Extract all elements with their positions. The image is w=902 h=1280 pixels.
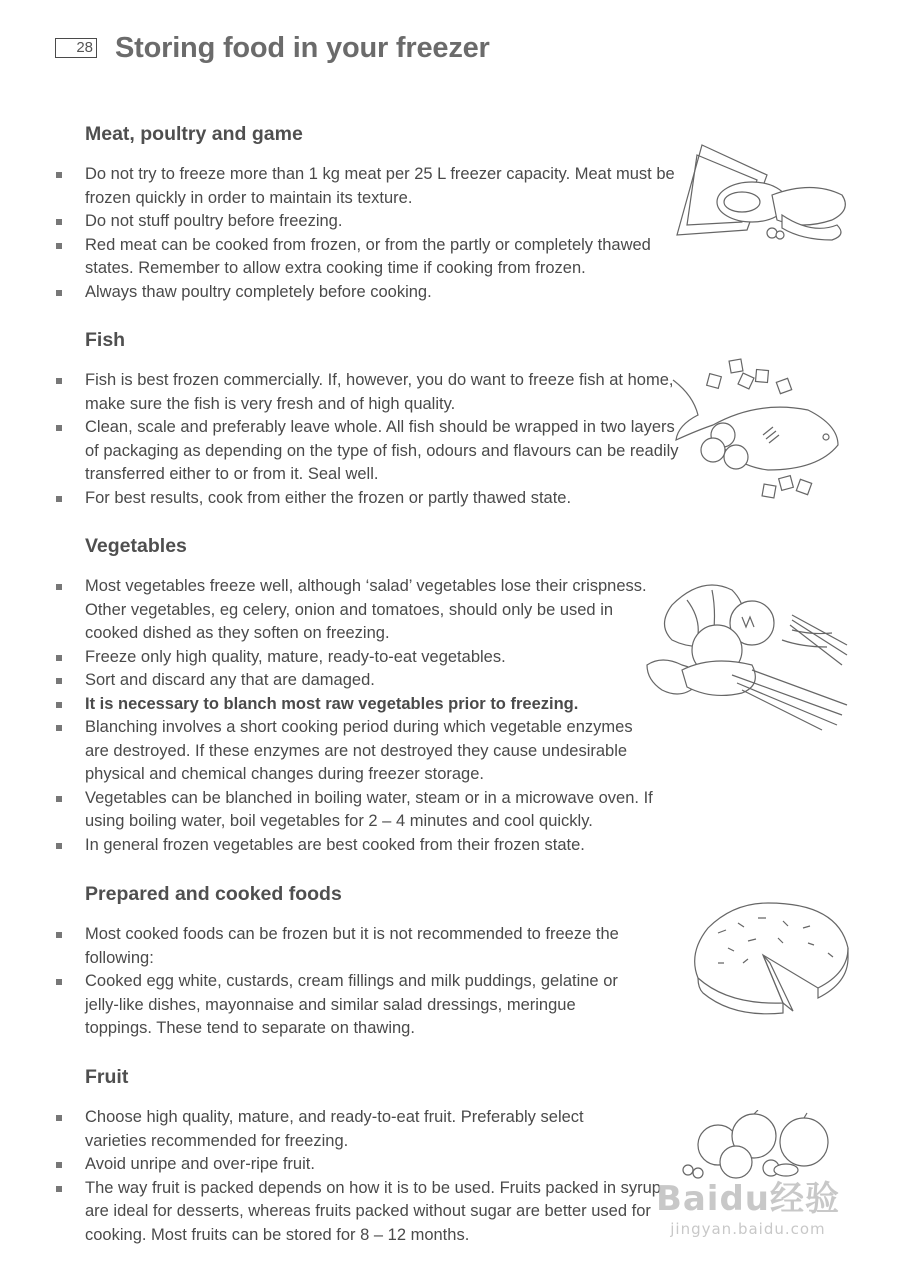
section-heading: Meat, poultry and game — [85, 123, 303, 145]
section-heading: Fruit — [85, 1066, 129, 1088]
list-item: The way fruit is packed depends on how it is to be used. Fruits packed in syrup are ideal for desserts, whereas fruits packed without sugar are better used for cooking. Most fruits can be stored for 8 – 12 months. — [85, 1177, 680, 1248]
list-item-continuation: Cooked egg white, custards, cream fillings and milk puddings, gelatine or jelly-like dishes, mayonnaise and similar salad dressings, meringue toppings. These tend to separate on thawing. — [85, 970, 645, 1041]
list-item: Vegetables can be blanched in boiling water, steam or in a microwave oven. If using boiling water, boil vegetables for 2 – 4 minutes and cool quickly. — [85, 787, 685, 834]
pie-illustration — [688, 893, 858, 1021]
section-heading: Vegetables — [85, 535, 187, 557]
list-item: Red meat can be cooked from frozen, or from the partly or completely thawed states. Remember to allow extra cooking time if cooking from frozen. — [85, 234, 695, 281]
list-item: Do not try to freeze more than 1 kg meat per 25 L freezer capacity. Meat must be frozen quickly in order to maintain its texture. — [85, 163, 685, 210]
watermark-url: jingyan.baidu.com — [670, 1220, 826, 1238]
page-number: 28 — [55, 38, 97, 58]
baidu-watermark — [656, 1171, 840, 1238]
section-heading: Fish — [85, 329, 126, 351]
list-item: Blanching involves a short cooking period during which vegetable enzymes are destroyed. If these enzymes are not destroyed they cause undesirable physical and chemical changes during freezer storage. — [85, 716, 645, 787]
list-item: Clean, scale and preferably leave whole. All fish should be wrapped in two layers of packaging as depending on the type of fish, odours and flavours can be readily transferred either to or from it. Seal well. — [85, 416, 685, 487]
list-item: In general frozen vegetables are best cooked from their frozen state. — [85, 834, 685, 858]
list-item: For best results, cook from either the frozen or partly thawed state. — [85, 487, 685, 511]
list-item: Do not stuff poultry before freezing. — [85, 210, 685, 234]
list-item: Always thaw poultry completely before cooking. — [85, 281, 685, 305]
list-item: Sort and discard any that are damaged. — [85, 669, 685, 693]
vegetables-illustration — [642, 575, 852, 735]
meat-illustration — [672, 140, 857, 245]
list-item: Most vegetables freeze well, although ‘salad’ vegetables lose their crispness. Other vegetables, eg celery, onion and tomatoes, should only be used in cooked dished as they soften on freezing. — [85, 575, 665, 646]
section-heading: Prepared and cooked foods — [85, 883, 342, 905]
list-item: Freeze only high quality, mature, ready-to-eat vegetables. — [85, 646, 685, 670]
list-item: Avoid unripe and over-ripe fruit. — [85, 1153, 685, 1177]
list-item: Fish is best frozen commercially. If, however, you do want to freeze fish at home, make sure the fish is very fresh and of high quality. — [85, 369, 685, 416]
list-item-emphasis: It is necessary to blanch most raw vegetables prior to freezing. — [85, 693, 685, 717]
list-item: Choose high quality, mature, and ready-to-eat fruit. Preferably select varieties recommended for freezing. — [85, 1106, 645, 1153]
list-item: Most cooked foods can be frozen but it is not recommended to freeze the following: — [85, 923, 645, 970]
page-title: Storing food in your freezer — [115, 32, 490, 64]
fish-illustration — [668, 355, 848, 510]
watermark-logo: Baidu经验 — [655, 1179, 840, 1219]
